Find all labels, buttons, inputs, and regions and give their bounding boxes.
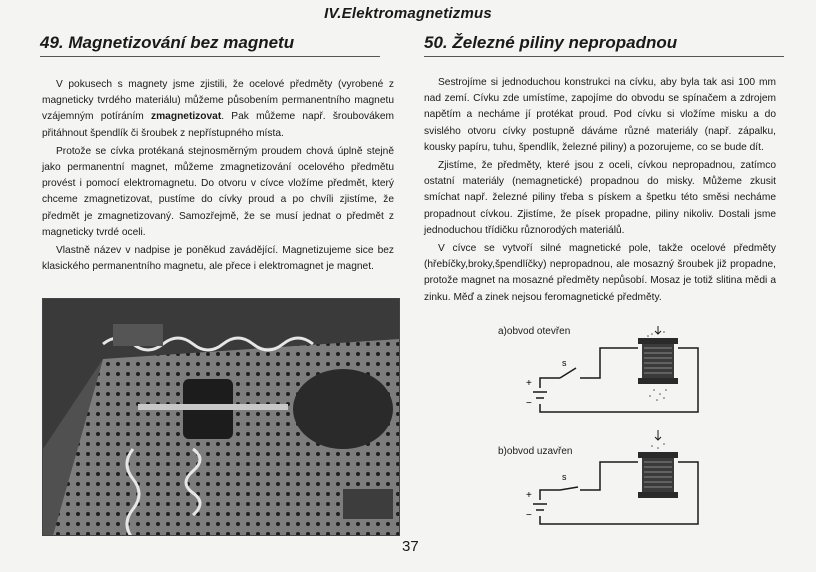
section-50-rule [424, 56, 784, 57]
circuit-closed-diagram [520, 428, 710, 540]
coil-bottom-cap [638, 378, 678, 384]
diagram-label-closed: b)obvod uzavřen [498, 446, 573, 457]
section-49-paragraph-3: Vlastně název v nadpise je poněkud zavádějící. Magnetizujeme sice bez klasického permanentního magnetu, ale přece i elektromagnet je magnet. [42, 245, 394, 273]
section-50-paragraph-2: Zjistíme, že předměty, které jsou z oceli, cívkou nepropadnou, zatímco ostatní materiály (nemagnetické) propadnou do misky. Můžeme zkusit smíchat např. železné piliny třeba s pískem a špetku této směsi necháme propadnout cívkou. Zjistíme, že písek propadne, piliny nikoliv. Dostali jsme jednoduchou třídičku různorodých materiálů. [424, 160, 776, 236]
section-50-paragraph-3: V cívce se vytvoří silné magnetické pole, takže ocelové předměty (hřebíčky,broky,špendlíčky) nepropadnou, ale mosazný šroubek již propadne, protože magnet na mosazné předměty nepůsobí. Mosaz je totiž slitina mědi a zinku. Měď a zinek nejsou feromagnetické předměty. [424, 243, 776, 303]
closed-switch-lever [560, 487, 578, 490]
switch-label: s [562, 472, 567, 482]
arrow-down-icon [655, 326, 661, 334]
held-filings-dots [651, 443, 665, 449]
section-49-rule [40, 56, 380, 57]
section-49-paragraph-1: V pokusech s magnety jsme zjistili, že ocelové předměty (vyrobené z magneticky tvrdého materiálu) můžeme působením permanentního magnetu vzájemným potíráním zmagnetizovat. Pak můžeme např. šroubovákem přitáhnout špendlík či šroubek z nepřístupného místa. [42, 79, 394, 139]
arrow-down-icon [655, 430, 661, 440]
section-49-paragraph-2: Protože se cívka protékaná stejnosměrným proudem chová úplně stejně jako permanentní magnet, můžeme zmagnetizování ocelového předmětu provést i pomocí elektromagnetu. Do otvoru v cívce vložíme předmět, který chceme zmagnetizovat, pustíme do cívky proud a po chvíli zjistíme, že předmět je zmagnetizovaný. Samozřejmě, že se musí jednat o předmět z magneticky tvrdé oceli. [42, 145, 394, 238]
diagram-label-open: a)obvod otevřen [498, 326, 571, 337]
page-number: 37 [402, 538, 419, 555]
plus-sign: + [526, 490, 532, 501]
emphasis-term: zmagnetizovat [151, 111, 222, 123]
minus-sign: − [526, 510, 532, 521]
chapter-title: IV.Elektromagnetizmus [324, 5, 492, 22]
section-50-body [424, 75, 776, 308]
plus-sign: + [526, 378, 532, 389]
electromagnet-photo [42, 298, 400, 536]
coil-bottom-cap [638, 492, 678, 498]
section-50-title: 50. Železné piliny nepropadnou [424, 33, 678, 52]
minus-sign: − [526, 398, 532, 409]
section-49-body [42, 77, 394, 277]
coil-top-cap [638, 338, 678, 344]
coil-top-cap [638, 452, 678, 458]
circuit-open-diagram [520, 326, 710, 430]
open-switch-lever [560, 368, 576, 378]
section-49-title: 49. Magnetizování bez magnetu [40, 33, 295, 52]
switch-label: s [562, 358, 567, 368]
section-50-paragraph-1: Sestrojíme si jednoduchou konstrukci na cívku, aby byla tak asi 100 mm nad zemí. Cívku zde umístíme, zapojíme do obvodu se spínačem a zdrojem napětím a necháme jí protékat proud. Pod cívku si vložíme misku a do svislého otvoru cívky postupně dáváme různé materiály (např. zápalku, kousky papíru, tuhu, špendlík, železné piliny) a pozorujeme, co se bude dít. [424, 77, 776, 153]
